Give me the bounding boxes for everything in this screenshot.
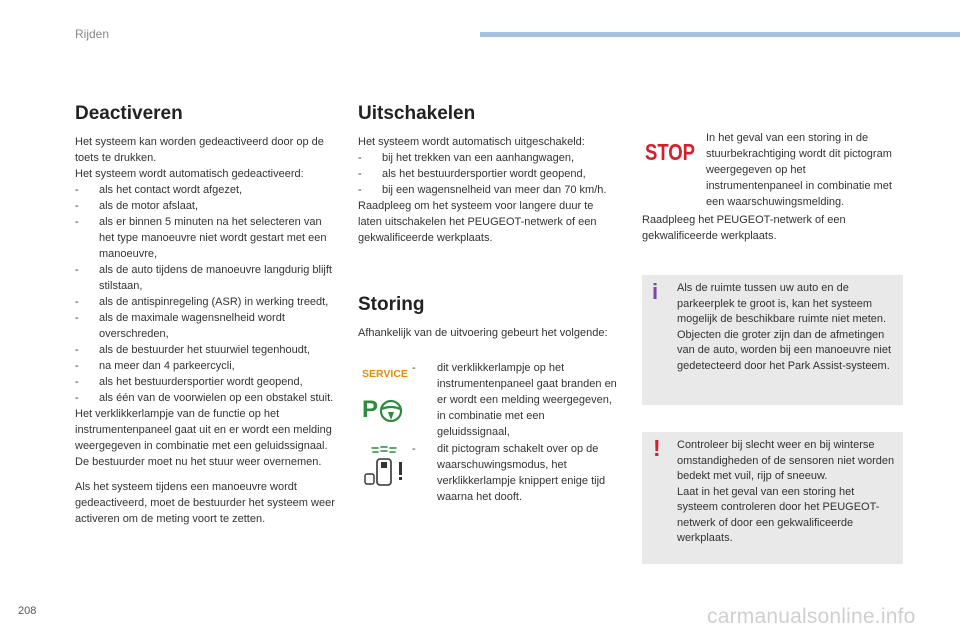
- list-item: - na meer dan 4 parkeercycli,: [75, 358, 337, 374]
- service-icon-label: SERVICE: [362, 368, 408, 380]
- warning-box-text-1: Controleer bij slecht weer en bij winterse omstandigheden of de sensoren niet worden bedekt met vuil, rijp of sneeuw.: [677, 439, 895, 482]
- info-box-text: [677, 281, 897, 374]
- park-assist-steering-icon: [362, 395, 406, 430]
- deactiveren-title: Deactiveren: [75, 103, 183, 124]
- list-item: - bij een wagensnelheid van meer dan 70 km/h.: [358, 182, 620, 198]
- info-box: [642, 275, 903, 405]
- uitschakelen-list: [358, 150, 620, 198]
- uitschakelen-section: [358, 103, 620, 246]
- list-item: - als de auto tijdens de manoeuvre langdurig blijft stilstaan,: [75, 262, 337, 294]
- storing-section: [358, 294, 620, 341]
- header-bar: [480, 32, 960, 37]
- deactiveren-list: [75, 182, 337, 406]
- deactiveren-auto-intro: Het systeem wordt automatisch gedeactiveerd:: [75, 168, 304, 180]
- list-item: - als het bestuurdersportier wordt geopend,: [358, 166, 620, 182]
- storing-item-1-text: dit verklikkerlampje op het instrumentenpaneel gaat branden en er wordt een melding weergegeven, in combinatie met een geluidssignaal,: [437, 362, 617, 438]
- list-item: - als de maximale wagensnelheid wordt overschreden,: [75, 310, 337, 342]
- deactiveren-driver-takeover: De bestuurder moet nu het stuur weer overnemen.: [75, 456, 322, 468]
- warning-box: [642, 432, 903, 564]
- list-item: - als het contact wordt afgezet,: [75, 182, 337, 198]
- section-title: Rijden: [75, 27, 110, 41]
- stop-icon: [645, 138, 697, 169]
- deactiveren-after-list: Het verklikkerlampje van de functie op het instrumentenpaneel gaat uit en er wordt een melding weergegeven in combinatie met een geluidssignaal.: [75, 408, 332, 452]
- stop-icon-label: STOP: [645, 139, 695, 165]
- uitschakelen-consult: Raadpleeg om het systeem voor langere duur te laten uitschakelen het PEUGEOT-netwerk of een gekwalificeerde werkplaats.: [358, 200, 597, 244]
- list-item: - als het bestuurdersportier wordt geopend,: [75, 374, 337, 390]
- warning-box-text-2: Laat in het geval van een storing het systeem controleren door het PEUGEOT-netwerk of door een gekwalificeerde werkplaats.: [677, 485, 880, 544]
- storing-item-2-text: dit pictogram schakelt over op de waarschuwingsmodus, het verklikkerlampje knippert enige tijd waarna het dooft.: [437, 443, 606, 503]
- storing-title: Storing: [358, 294, 425, 315]
- list-item: - als de antispinregeling (ASR) in werking treedt,: [75, 294, 337, 310]
- info-box-text-2: Objecten die groter zijn dan de afmetingen van de auto, worden bij een manoeuvre niet gedetecteerd door het Park Assist-systeem.: [677, 328, 892, 372]
- storing-intro: Afhankelijk van de uitvoering gebeurt het volgende:: [358, 327, 608, 339]
- watermark: carmanualsonline.info: [707, 605, 916, 628]
- list-item: - als de bestuurder het stuurwiel tegenhoudt,: [75, 342, 337, 358]
- list-item: - als de motor afslaat,: [75, 198, 337, 214]
- service-icon: [362, 366, 408, 385]
- steering-fault-consult: Raadpleeg het PEUGEOT-netwerk of een gekwalificeerde werkplaats.: [642, 214, 846, 242]
- uitschakelen-intro: Het systeem wordt automatisch uitgeschakeld:: [358, 136, 585, 148]
- list-item: - als één van de voorwielen op een obstakel stuit.: [75, 390, 337, 406]
- list-item: - als er binnen 5 minuten na het selecteren van het type manoeuvre niet wordt gestart met een manoeuvre,: [75, 214, 337, 262]
- deactiveren-intro: Het systeem kan worden gedeactiveerd door op de toets te drukken.: [75, 136, 324, 164]
- steering-fault-text: In het geval van een storing in de stuurbekrachtiging wordt dit pictogram weergegeven op het instrumentenpaneel in combinatie met een waarschuwingsmelding.: [706, 132, 892, 208]
- info-icon: i: [652, 279, 659, 304]
- warning-icon: !: [653, 435, 661, 461]
- park-assist-p-label: P: [362, 396, 379, 423]
- deactiveren-section: [75, 103, 337, 527]
- deactiveren-reactivate: Als het systeem tijdens een manoeuvre wordt gedeactiveerd, moet de bestuurder het systeem weer activeren om de meting voort te zetten.: [75, 481, 335, 525]
- park-assist-warning-icon: [362, 446, 410, 493]
- info-box-text-1: Als de ruimte tussen uw auto en de parkeerplek te groot is, kan het systeem mogelijk de beschikbare ruimte niet meten.: [677, 282, 887, 325]
- page-number: 208: [18, 605, 37, 617]
- list-item: - bij het trekken van een aanhangwagen,: [358, 150, 620, 166]
- uitschakelen-title: Uitschakelen: [358, 103, 476, 124]
- warning-box-text: [677, 438, 897, 547]
